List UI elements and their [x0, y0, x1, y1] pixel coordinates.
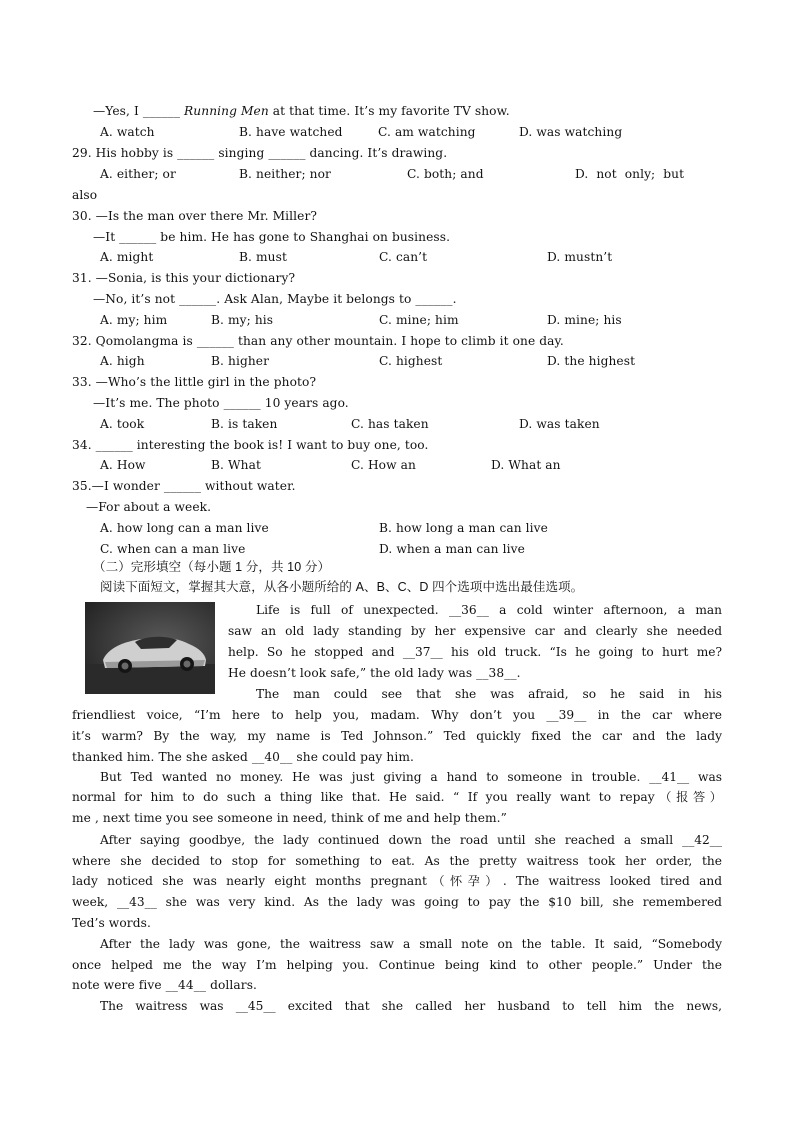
- passage-line-9: But Ted wanted no money. He was just giving a hand to someone in trouble. __41__ was: [100, 770, 722, 784]
- q32-option-a: A. high: [100, 354, 145, 368]
- passage-line-11: me , next time you see someone in need, think of me and help them.”: [72, 811, 507, 825]
- section-instruction: 阅读下面短文，掌握其大意，从各小题所给的 A、B、C、D 四个选项中选出最佳选项。: [100, 580, 584, 594]
- passage-line-17: After the lady was gone, the waitress saw a small note on the table. It said, “Somebody: [100, 937, 722, 951]
- q29-option-b: B. neither; nor: [239, 167, 331, 181]
- q33-option-b: B. is taken: [211, 417, 278, 431]
- passage-line-20: The waitress was __45__ excited that she called her husband to tell him the news,: [100, 999, 722, 1013]
- passage-line-2: saw an old lady standing by her expensive car and clearly she needed: [228, 624, 722, 638]
- q32-option-d: D. the highest: [547, 354, 636, 368]
- passage-line-8: thanked him. The she asked __40__ she could pay him.: [72, 750, 414, 764]
- passage-line-13: where she decided to stop for something to eat. As the pretty waitress took her order, the: [72, 854, 722, 868]
- q31-option-d: D. mine; his: [547, 313, 622, 327]
- passage-line-16: Ted’s words.: [72, 916, 151, 930]
- q31-option-a: A. my; him: [100, 313, 168, 327]
- q28-option-b: B. have watched: [239, 125, 343, 139]
- sports-car-photo: [85, 602, 215, 694]
- q33-option-a: A. took: [100, 417, 145, 431]
- q31-option-c: C. mine; him: [379, 313, 459, 327]
- q29-stem: 29. His hobby is ______ singing ______ dancing. It’s drawing.: [72, 146, 448, 160]
- q35-answer-line: —For about a week.: [86, 500, 212, 514]
- q33-option-d: D. was taken: [519, 417, 600, 431]
- q35-option-a: A. how long can a man live: [100, 521, 269, 535]
- q29-option-d-wrap: also: [72, 188, 98, 202]
- q30-option-d: D. mustn’t: [547, 250, 613, 264]
- q30-option-c: C. can’t: [379, 250, 428, 264]
- q31-question: 31. —Sonia, is this your dictionary?: [72, 271, 296, 285]
- q35-option-b: B. how long a man can live: [379, 521, 548, 535]
- q29-option-a: A. either; or: [100, 167, 176, 181]
- passage-line-1: Life is full of unexpected. __36__ a cold winter afternoon, a man: [256, 603, 722, 617]
- passage-line-19: note were five __44__ dollars.: [72, 978, 258, 992]
- q28-option-a: A. watch: [100, 125, 155, 139]
- q33-option-c: C. has taken: [351, 417, 429, 431]
- passage-line-6: friendliest voice, “I’m here to help you, madam. Why don’t you __39__ in the car where: [72, 708, 722, 722]
- q35-option-d: D. when a man can live: [379, 542, 525, 556]
- q29-option-d: D. not only; but: [575, 167, 685, 181]
- passage-line-3: help. So he stopped and __37__ his old truck. “Is he going to hurt me?: [228, 645, 722, 659]
- q32-stem: 32. Qomolangma is ______ than any other mountain. I hope to climb it one day.: [72, 334, 564, 348]
- q30-option-b: B. must: [239, 250, 287, 264]
- q30-answer-line: —It ______ be him. He has gone to Shanghai on business.: [93, 230, 451, 244]
- q32-option-b: B. higher: [211, 354, 270, 368]
- q34-option-a: A. How: [100, 458, 146, 472]
- q33-answer-line: —It’s me. The photo ______ 10 years ago.: [93, 396, 349, 410]
- q33-question: 33. —Who’s the little girl in the photo?: [72, 375, 317, 389]
- q34-option-d: D. What an: [491, 458, 561, 472]
- passage-line-10: normal for him to do such a thing like that. He said. “ If you really want to repay（报答）: [72, 790, 722, 804]
- q32-option-c: C. highest: [379, 354, 443, 368]
- passage-line-18: once helped me the way I’m helping you. Continue being kind to other people.” Under the: [72, 958, 722, 972]
- q34-option-c: C. How an: [351, 458, 416, 472]
- q31-answer-line: —No, it’s not ______. Ask Alan, Maybe it belongs to ______.: [93, 292, 457, 306]
- q34-option-b: B. What: [211, 458, 261, 472]
- q31-option-b: B. my; his: [211, 313, 274, 327]
- passage-line-12: After saying goodbye, the lady continued down the road until she reached a small __42__: [100, 833, 722, 847]
- q35-option-c: C. when can a man live: [100, 542, 246, 556]
- passage-line-14: lady noticed she was nearly eight months pregnant（怀孕）. The waitress looked tired and: [72, 874, 722, 888]
- q34-stem: 34. ______ interesting the book is! I want to buy one, too.: [72, 438, 429, 452]
- section-title: （二）完形填空（每小题 1 分，共 10 分）: [93, 560, 331, 574]
- passage-line-7: it’s warm? By the way, my name is Ted Johnson.” Ted quickly fixed the car and the lady: [72, 729, 722, 743]
- q30-option-a: A. might: [100, 250, 154, 264]
- q30-question: 30. —Is the man over there Mr. Miller?: [72, 209, 318, 223]
- passage-line-5: The man could see that she was afraid, so he said in his: [256, 687, 722, 701]
- q29-option-c: C. both; and: [407, 167, 484, 181]
- car-illustration: [85, 602, 215, 694]
- q28-answer-line: —Yes, I ______ Running Men at that time. It’s my favorite TV show.: [93, 104, 510, 118]
- passage-line-4: He doesn’t look safe,” the old lady was __38__.: [228, 666, 521, 680]
- passage-line-15: week, __43__ she was very kind. As the lady was going to pay the $10 bill, she remembered: [72, 895, 722, 909]
- q28-option-c: C. am watching: [378, 125, 476, 139]
- q35-question: 35.—I wonder ______ without water.: [72, 479, 296, 493]
- q28-option-d: D. was watching: [519, 125, 623, 139]
